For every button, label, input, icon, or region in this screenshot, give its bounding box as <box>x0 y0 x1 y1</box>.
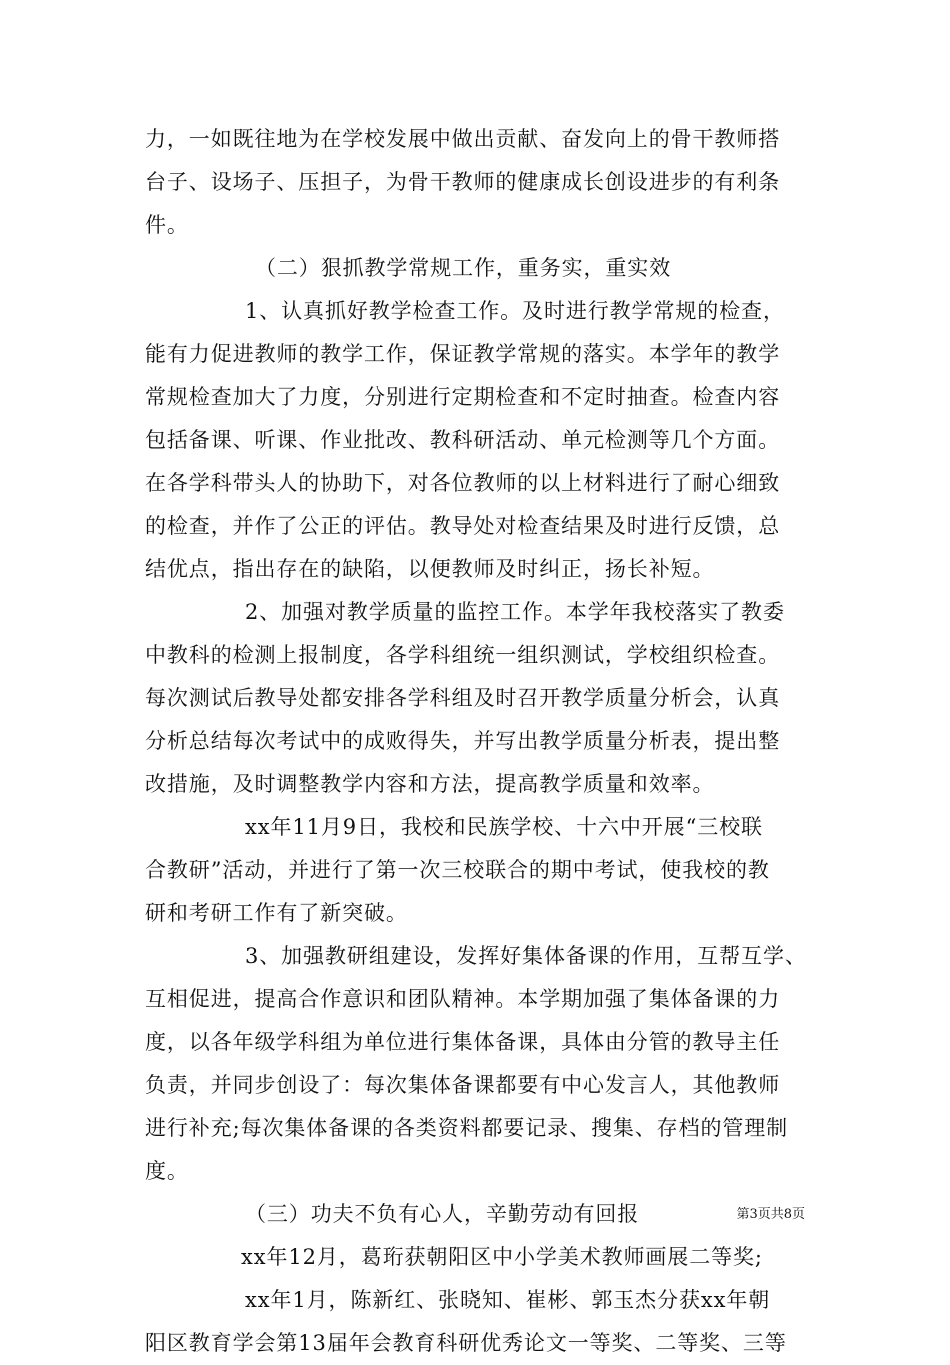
text-line: xx年12月，葛珩获朝阳区中小学美术教师画展二等奖; <box>241 1245 763 1269</box>
text-line: 力，一如既往地为在学校发展中做出贡献、奋发向上的骨干教师搭 <box>145 127 781 151</box>
text-line: 包括备课、听课、作业批改、教科研活动、单元检测等几个方面。 <box>145 428 781 452</box>
text-line: 分析总结每次考试中的成败得失，并写出教学质量分析表，提出整 <box>145 729 781 753</box>
text-line: 能有力促进教师的教学工作，保证教学常规的落实。本学年的教学 <box>145 342 781 366</box>
text-line: 互相促进，提高合作意识和团队精神。本学期加强了集体备课的力 <box>145 987 781 1011</box>
paragraph-award-january <box>145 1279 835 1365</box>
text-line: xx年1月，陈新红、张晓知、崔彬、郭玉杰分获xx年朝 <box>245 1288 771 1312</box>
text-line: 负责，并同步创设了：每次集体备课都要有中心发言人，其他教师 <box>145 1073 781 1097</box>
text-line: 中教科的检测上报制度，各学科组统一组织测试，学校组织检查。 <box>145 643 781 667</box>
text-line: 研和考研工作有了新突破。 <box>145 901 408 925</box>
section-heading-2 <box>145 247 835 290</box>
text-line: 2、加强对教学质量的监控工作。本学年我校落实了教委 <box>245 600 785 624</box>
heading-line: （三）功夫不负有心人，辛勤劳动有回报 <box>245 1202 640 1226</box>
text-line: 台子、设场子、压担子，为骨干教师的健康成长创设进步的有利条 <box>145 170 781 194</box>
text-line: 度，以各年级学科组为单位进行集体备课，具体由分管的教导主任 <box>145 1030 781 1054</box>
paragraph-teaching-inspection <box>145 290 835 591</box>
paragraph-award-december <box>145 1236 835 1279</box>
text-line: 常规检查加大了力度，分别进行定期检查和不定时抽查。检查内容 <box>145 385 781 409</box>
text-line: xx年11月9日，我校和民族学校、十六中开展“三校联 <box>245 815 763 839</box>
text-line: 在各学科带头人的协助下，对各位教师的以上材料进行了耐心细致 <box>145 471 781 495</box>
paragraph-quality-monitoring <box>145 591 835 806</box>
document-body <box>145 118 835 1365</box>
heading-line: （二）狠抓教学常规工作，重务实，重实效 <box>255 256 672 280</box>
paragraph-research-groups <box>145 935 835 1193</box>
text-line: 结优点，指出存在的缺陷，以便教师及时纠正，扬长补短。 <box>145 557 715 581</box>
text-line: 阳区教育学会第13届年会教育科研优秀论文一等奖、二等奖、三等 <box>145 1331 787 1355</box>
text-line: 3、加强教研组建设，发挥好集体备课的作用，互帮互学、 <box>245 944 807 968</box>
text-line: 的检查，并作了公正的评估。教导处对检查结果及时进行反馈，总 <box>145 514 781 538</box>
text-line: 1、认真抓好教学检查工作。及时进行教学常规的检查， <box>245 299 785 323</box>
paragraph-joint-research <box>145 806 835 935</box>
text-line: 每次测试后教导处都安排各学科组及时召开教学质量分析会，认真 <box>145 686 781 710</box>
text-line: 改措施，及时调整教学内容和方法，提高教学质量和效率。 <box>145 772 715 796</box>
text-line: 度。 <box>145 1159 189 1183</box>
section-heading-3 <box>145 1193 835 1236</box>
text-line: 合教研”活动，并进行了第一次三校联合的期中考试，使我校的教 <box>145 858 770 882</box>
text-line: 进行补充;每次集体备课的各类资料都要记录、搜集、存档的管理制 <box>145 1116 789 1140</box>
text-line: 件。 <box>145 213 189 237</box>
page-number: 第3页共8页 <box>736 1207 805 1222</box>
paragraph-continuation <box>145 118 835 247</box>
